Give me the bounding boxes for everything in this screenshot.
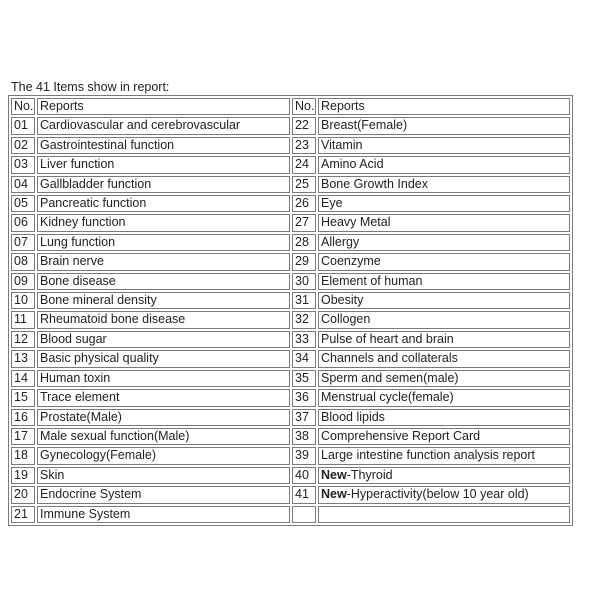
row-number-right: 31 <box>292 292 316 309</box>
table-row <box>11 311 570 328</box>
report-name-left: Skin <box>37 467 290 484</box>
row-number-right: 33 <box>292 331 316 348</box>
report-name-text: -Hyperactivity(below 10 year old) <box>346 487 529 502</box>
row-number-left: 21 <box>11 506 35 523</box>
report-name-left: Gastrointestinal function <box>37 137 290 154</box>
report-name-right <box>318 234 570 251</box>
report-name-left: Immune System <box>37 506 290 523</box>
report-name-left: Trace element <box>37 389 290 406</box>
row-number-right: 30 <box>292 273 316 290</box>
table-row <box>11 506 570 523</box>
table-row <box>11 137 570 154</box>
report-name-left: Bone disease <box>37 273 290 290</box>
table-row <box>11 292 570 309</box>
row-number-left: 09 <box>11 273 35 290</box>
table-row <box>11 467 570 484</box>
report-name-right <box>318 447 570 464</box>
row-number-right: 23 <box>292 137 316 154</box>
report-name-text: Blood lipids <box>321 409 385 424</box>
table-row <box>11 234 570 251</box>
row-number-right: 35 <box>292 370 316 387</box>
row-number-left: 04 <box>11 176 35 193</box>
row-number-left: 03 <box>11 156 35 173</box>
report-name-text: Bone Growth Index <box>321 176 429 191</box>
row-number-left: 11 <box>11 311 35 328</box>
row-number-right: 38 <box>292 428 316 445</box>
table-row <box>11 331 570 348</box>
report-name-text: Eye <box>321 196 343 211</box>
new-label: New <box>321 467 347 482</box>
report-name-right <box>318 214 570 231</box>
report-name-right <box>318 137 570 154</box>
report-name-right <box>318 311 570 328</box>
report-name-text: Coenzyme <box>321 254 381 269</box>
report-name-left: Pancreatic function <box>37 195 290 212</box>
table-row <box>11 195 570 212</box>
table-row <box>11 370 570 387</box>
row-number-left: 12 <box>11 331 35 348</box>
row-number-right: 36 <box>292 389 316 406</box>
row-number-right: 40 <box>292 467 316 484</box>
row-number-left: 20 <box>11 486 35 503</box>
table-row <box>11 409 570 426</box>
report-name-left: Endocrine System <box>37 486 290 503</box>
report-name-right <box>318 253 570 270</box>
table-row <box>11 447 570 464</box>
table-row <box>11 428 570 445</box>
row-number-right: 25 <box>292 176 316 193</box>
row-number-left: 06 <box>11 214 35 231</box>
report-name-right <box>318 428 570 445</box>
report-name-left: Lung function <box>37 234 290 251</box>
report-name-text: Large intestine function analysis report <box>321 448 536 463</box>
row-number-left: 16 <box>11 409 35 426</box>
report-name-left: Rheumatoid bone disease <box>37 311 290 328</box>
table-row <box>11 350 570 367</box>
header-reports-right: Reports <box>318 98 570 115</box>
report-name-right <box>318 176 570 193</box>
report-name-right <box>318 486 570 503</box>
table-row <box>11 389 570 406</box>
report-name-left: Human toxin <box>37 370 290 387</box>
report-name-right <box>318 506 570 523</box>
row-number-right: 34 <box>292 350 316 367</box>
row-number-right: 37 <box>292 409 316 426</box>
row-number-left: 07 <box>11 234 35 251</box>
report-name-text: Vitamin <box>321 137 363 152</box>
table-row <box>11 214 570 231</box>
report-name-right <box>318 195 570 212</box>
report-name-right <box>318 370 570 387</box>
row-number-left: 13 <box>11 350 35 367</box>
table-row <box>11 253 570 270</box>
report-name-text: Collogen <box>321 312 371 327</box>
row-number-right <box>292 506 316 523</box>
report-name-right <box>318 156 570 173</box>
new-label: New <box>321 487 347 502</box>
row-number-right: 29 <box>292 253 316 270</box>
reports-table-body <box>11 117 570 523</box>
row-number-left: 05 <box>11 195 35 212</box>
report-name-left: Gynecology(Female) <box>37 447 290 464</box>
row-number-left: 08 <box>11 253 35 270</box>
table-row <box>11 486 570 503</box>
row-number-left: 10 <box>11 292 35 309</box>
report-name-text: Obesity <box>321 293 364 308</box>
table-row <box>11 156 570 173</box>
report-name-right <box>318 331 570 348</box>
report-name-text: Breast(Female) <box>321 118 408 133</box>
row-number-left: 15 <box>11 389 35 406</box>
table-row <box>11 273 570 290</box>
report-name-right <box>318 409 570 426</box>
report-name-left: Blood sugar <box>37 331 290 348</box>
row-number-left: 14 <box>11 370 35 387</box>
row-number-right: 28 <box>292 234 316 251</box>
report-name-right <box>318 117 570 134</box>
report-name-text: -Thyroid <box>346 467 393 482</box>
report-name-text: Element of human <box>321 273 423 288</box>
report-name-text: Channels and collaterals <box>321 351 458 366</box>
report-name-text: Comprehensive Report Card <box>321 428 481 443</box>
report-name-text: Allergy <box>321 234 360 249</box>
report-name-text: Heavy Metal <box>321 215 391 230</box>
table-caption: The 41 Items show in report: <box>11 80 170 94</box>
header-no-left: No. <box>11 98 35 115</box>
row-number-right: 27 <box>292 214 316 231</box>
report-name-right <box>318 273 570 290</box>
row-number-right: 22 <box>292 117 316 134</box>
report-name-left: Cardiovascular and cerebrovascular <box>37 117 290 134</box>
report-name-left: Male sexual function(Male) <box>37 428 290 445</box>
row-number-left: 02 <box>11 137 35 154</box>
row-number-left: 01 <box>11 117 35 134</box>
report-name-right <box>318 350 570 367</box>
table-row <box>11 176 570 193</box>
report-name-text: Amino Acid <box>321 157 384 172</box>
row-number-left: 18 <box>11 447 35 464</box>
report-name-left: Kidney function <box>37 214 290 231</box>
report-name-right <box>318 467 570 484</box>
row-number-left: 17 <box>11 428 35 445</box>
table-header-row <box>11 98 570 115</box>
report-name-text: Pulse of heart and brain <box>321 331 454 346</box>
report-name-left: Basic physical quality <box>37 350 290 367</box>
header-no-right: No. <box>292 98 316 115</box>
report-name-left: Brain nerve <box>37 253 290 270</box>
report-name-left: Gallbladder function <box>37 176 290 193</box>
report-name-left: Bone mineral density <box>37 292 290 309</box>
row-number-left: 19 <box>11 467 35 484</box>
report-name-text: Menstrual cycle(female) <box>321 390 454 405</box>
report-name-left: Prostate(Male) <box>37 409 290 426</box>
report-name-right <box>318 389 570 406</box>
report-name-right <box>318 292 570 309</box>
row-number-right: 24 <box>292 156 316 173</box>
row-number-right: 32 <box>292 311 316 328</box>
report-name-text: Sperm and semen(male) <box>321 370 459 385</box>
table-row <box>11 117 570 134</box>
header-reports-left: Reports <box>37 98 290 115</box>
row-number-right: 39 <box>292 447 316 464</box>
row-number-right: 41 <box>292 486 316 503</box>
report-name-left: Liver function <box>37 156 290 173</box>
row-number-right: 26 <box>292 195 316 212</box>
reports-table <box>8 95 573 526</box>
